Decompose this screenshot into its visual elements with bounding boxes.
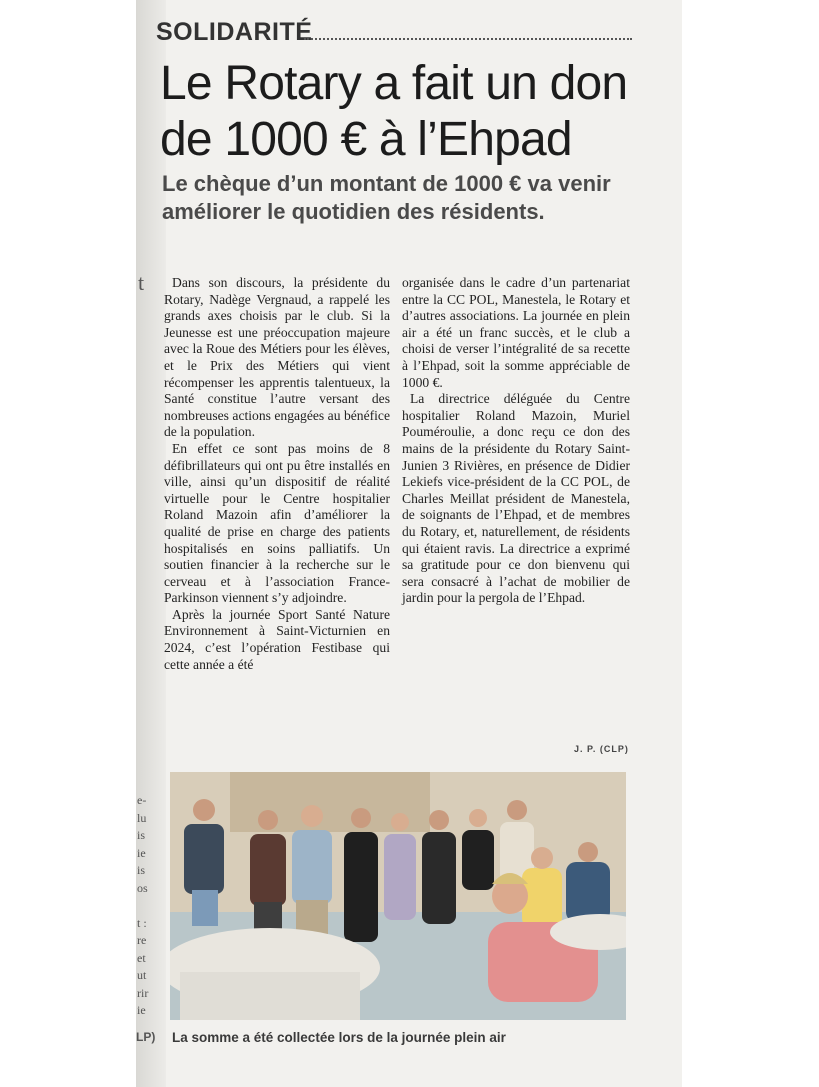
fragment-line: os	[137, 880, 148, 895]
fragment-line: e-	[137, 793, 147, 807]
headline-line-1: Le Rotary a fait un don	[160, 57, 628, 110]
byline: J. P. (CLP)	[574, 744, 629, 754]
fragment-line: lu	[137, 810, 147, 825]
fragment-line: is	[137, 828, 146, 842]
subheadline: Le chèque d’un montant de 1000 € va venir améliorer le quotidien des résidents.	[162, 171, 611, 224]
article-column-2	[402, 275, 630, 607]
fragment-line: rir	[137, 985, 149, 1000]
fragment-line: et	[137, 950, 146, 965]
fragment-line: ie	[137, 1003, 146, 1017]
section-rubric: SOLIDARITÉ	[156, 18, 313, 46]
group-photo-illustration	[170, 772, 626, 1020]
fragment-line: re	[137, 933, 147, 947]
paragraph: Dans son discours, la présidente du Rotary, Nadège Vergnaud, a rappelé les grands axes choisis par le club. Si la Jeunesse est une préoccupation majeure avec la Roue des Métiers pour les élèves, et le Prix des Métiers qui vient récompenser les apprentis talentueux, la Santé constitue l’autre versant des nombreuses actions engagées au bénéfice de la population.	[164, 275, 390, 440]
caption-prefix-fragment: LP)	[136, 1030, 156, 1044]
paragraph: La directrice déléguée du Centre hospitalier Roland Mazoin, Muriel Pouméroulie, a donc reçu ce don des mains de la présidente du Rotary Saint-Junien 3 Rivières, en présence de Didier Lekiefs vice-président de la CC POL, de Charles Meillat président de Manestela, de soignants de l’Ehpad, et de membres du Rotary, et, naturellement, de résidents qui étaient ravis. La directrice a exprimé sa gratitude pour ce don bienvenu qui sera consacré à l’achat de mobilier de jardin pour la pergola de l’Ehpad.	[402, 391, 630, 606]
newspaper-page	[136, 0, 682, 1087]
fragment-line: t :	[137, 915, 147, 930]
paragraph: organisée dans le cadre d’un partenariat entre la CC POL, Manestela, le Rotary et d’autres associations. La journée en plein air a été un franc succès, et le club a choisi de verser l’intégralité de sa recette à l’Ehpad, soit la somme appréciable de 1000 €.	[402, 275, 630, 390]
paragraph: En effet ce sont pas moins de 8 défibrillateurs qui ont pu être installés en ville, ainsi qu’un dispositif de réalité virtuelle pour le Centre hospitalier Roland Mazoin afin d’améliorer la qualité de prise en charge des patients hospitalisés en soins palliatifs. Un soutien financier à la recherche sur le cerveau et à l’association France-Parkinson viennent s’y adjoindre.	[164, 440, 390, 606]
article-column-1	[164, 275, 390, 673]
fragment-line: ut	[137, 968, 147, 982]
adjacent-article-fragment	[137, 792, 155, 1020]
headline	[160, 56, 660, 168]
rubric-dotted-rule	[304, 38, 632, 40]
fragment-line	[137, 897, 155, 915]
paragraph: Après la journée Sport Santé Nature Environnement à Saint-Victurnien en 2024, c’est l’opération Festibase qui cette année a été	[164, 606, 390, 672]
group-photo	[170, 772, 626, 1020]
fragment-line: ie	[137, 845, 146, 860]
photo-caption: La somme a été collectée lors de la journée plein air	[172, 1030, 506, 1045]
margin-letter: t	[138, 270, 145, 295]
fragment-line: is	[137, 863, 146, 877]
headline-line-2: de 1000 € à l’Ehpad	[160, 113, 572, 166]
